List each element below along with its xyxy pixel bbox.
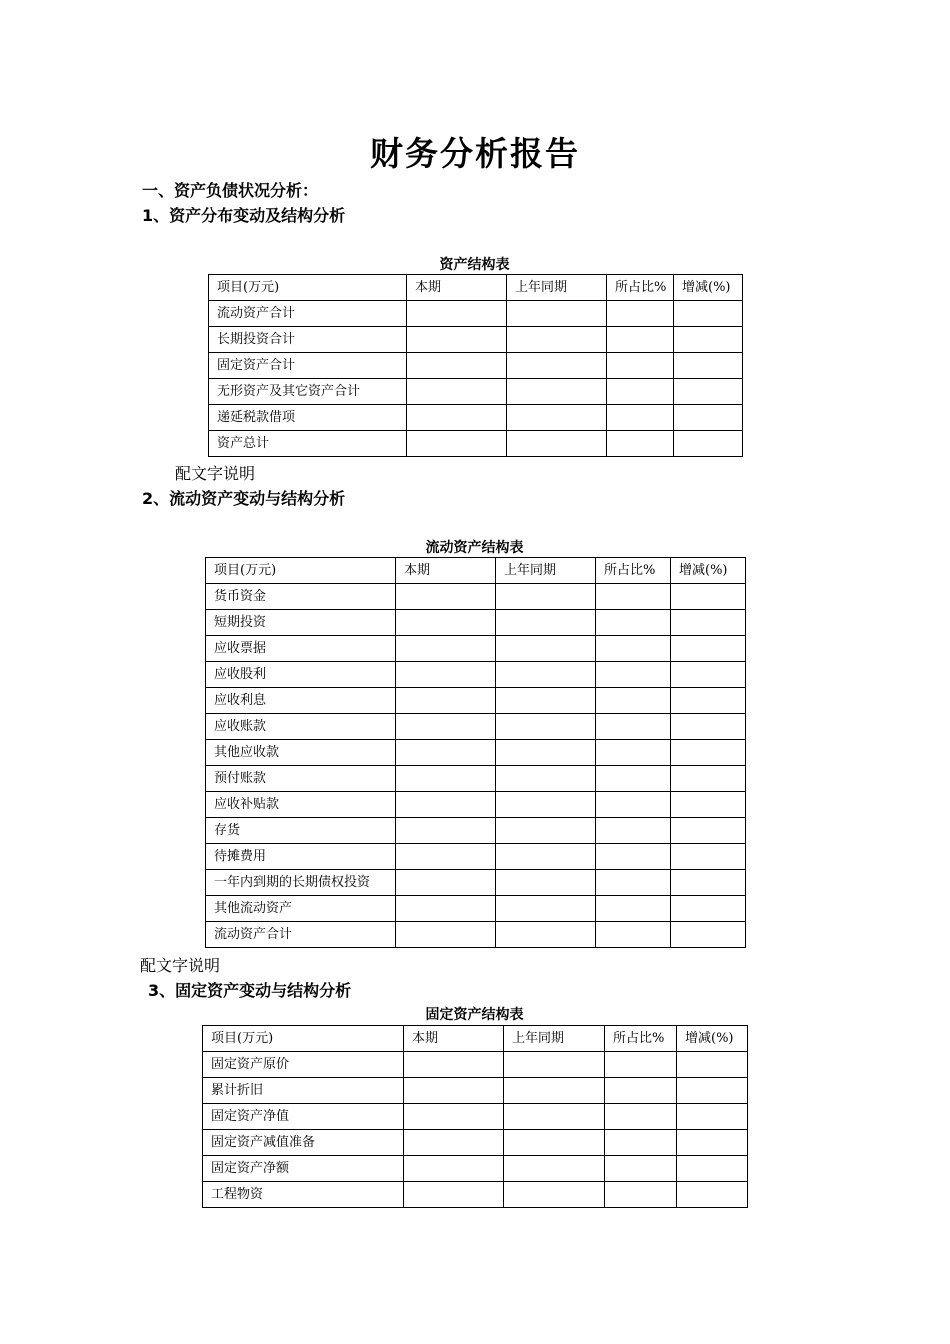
row-label: 累计折旧 — [203, 1078, 404, 1104]
empty-cell — [504, 1052, 605, 1078]
empty-cell — [404, 1052, 504, 1078]
empty-cell — [596, 714, 671, 740]
table-row — [209, 431, 743, 457]
row-label: 固定资产净值 — [203, 1104, 404, 1130]
empty-cell — [671, 870, 746, 896]
table-row — [203, 1078, 748, 1104]
empty-cell — [496, 766, 596, 792]
header-cell: 本期 — [404, 1026, 504, 1052]
empty-cell — [407, 327, 507, 353]
asset-structure-table — [208, 274, 743, 457]
row-label: 无形资产及其它资产合计 — [209, 379, 407, 405]
row-label: 固定资产原价 — [203, 1052, 404, 1078]
empty-cell — [496, 714, 596, 740]
empty-cell — [407, 353, 507, 379]
row-label: 应收账款 — [206, 714, 396, 740]
row-label: 应收补贴款 — [206, 792, 396, 818]
row-label: 固定资产合计 — [209, 353, 407, 379]
table-header-row — [209, 275, 743, 301]
empty-cell — [671, 688, 746, 714]
empty-cell — [674, 405, 743, 431]
empty-cell — [605, 1052, 677, 1078]
empty-cell — [396, 610, 496, 636]
table-row — [203, 1130, 748, 1156]
empty-cell — [671, 896, 746, 922]
empty-cell — [596, 740, 671, 766]
row-label: 货币资金 — [206, 584, 396, 610]
empty-cell — [496, 792, 596, 818]
empty-cell — [674, 353, 743, 379]
text-note-2: 配文字说明 — [140, 956, 221, 975]
empty-cell — [596, 610, 671, 636]
empty-cell — [677, 1130, 748, 1156]
table-row — [206, 714, 746, 740]
subsection-heading-asset-structure: 1、资产分布变动及结构分析 — [142, 206, 346, 225]
row-label: 待摊费用 — [206, 844, 396, 870]
current-assets-table — [205, 557, 746, 948]
empty-cell — [396, 740, 496, 766]
subsection-heading-current-assets: 2、流动资产变动与结构分析 — [142, 489, 346, 508]
empty-cell — [607, 301, 674, 327]
empty-cell — [504, 1156, 605, 1182]
empty-cell — [605, 1078, 677, 1104]
row-label: 流动资产合计 — [209, 301, 407, 327]
row-label: 应收股利 — [206, 662, 396, 688]
empty-cell — [396, 636, 496, 662]
empty-cell — [396, 844, 496, 870]
empty-cell — [404, 1130, 504, 1156]
row-label: 应收利息 — [206, 688, 396, 714]
empty-cell — [671, 922, 746, 948]
empty-cell — [504, 1182, 605, 1208]
empty-cell — [607, 405, 674, 431]
empty-cell — [396, 922, 496, 948]
empty-cell — [671, 610, 746, 636]
empty-cell — [496, 922, 596, 948]
empty-cell — [607, 379, 674, 405]
header-cell: 项目(万元) — [203, 1026, 404, 1052]
table-row — [209, 301, 743, 327]
empty-cell — [496, 818, 596, 844]
empty-cell — [596, 844, 671, 870]
table-row — [203, 1104, 748, 1130]
empty-cell — [504, 1078, 605, 1104]
table-row — [206, 792, 746, 818]
empty-cell — [507, 353, 607, 379]
table-row — [209, 327, 743, 353]
table-row — [206, 740, 746, 766]
row-label: 其他应收款 — [206, 740, 396, 766]
empty-cell — [677, 1182, 748, 1208]
row-label: 应收票据 — [206, 636, 396, 662]
empty-cell — [396, 792, 496, 818]
empty-cell — [404, 1104, 504, 1130]
row-label: 工程物资 — [203, 1182, 404, 1208]
empty-cell — [396, 870, 496, 896]
table-caption-fixed-assets: 固定资产结构表 — [425, 1007, 524, 1023]
row-label: 递延税款借项 — [209, 405, 407, 431]
header-cell: 所占比% — [596, 558, 671, 584]
empty-cell — [496, 584, 596, 610]
table-row — [206, 584, 746, 610]
empty-cell — [407, 405, 507, 431]
row-label: 长期投资合计 — [209, 327, 407, 353]
table-header-row — [203, 1026, 748, 1052]
empty-cell — [507, 327, 607, 353]
section-heading-balance-sheet: 一、资产负债状况分析： — [142, 181, 319, 200]
empty-cell — [674, 431, 743, 457]
empty-cell — [396, 688, 496, 714]
empty-cell — [496, 610, 596, 636]
table-row — [206, 844, 746, 870]
header-cell: 所占比% — [605, 1026, 677, 1052]
empty-cell — [407, 301, 507, 327]
header-cell: 本期 — [396, 558, 496, 584]
header-cell: 上年同期 — [507, 275, 607, 301]
table-row — [206, 922, 746, 948]
empty-cell — [677, 1078, 748, 1104]
row-label: 流动资产合计 — [206, 922, 396, 948]
table-row — [206, 818, 746, 844]
empty-cell — [605, 1156, 677, 1182]
empty-cell — [596, 766, 671, 792]
header-cell: 项目(万元) — [209, 275, 407, 301]
row-label: 其他流动资产 — [206, 896, 396, 922]
header-cell: 本期 — [407, 275, 507, 301]
empty-cell — [507, 379, 607, 405]
header-cell: 所占比% — [607, 275, 674, 301]
empty-cell — [671, 792, 746, 818]
empty-cell — [596, 584, 671, 610]
empty-cell — [596, 870, 671, 896]
table-row — [209, 353, 743, 379]
empty-cell — [671, 584, 746, 610]
empty-cell — [404, 1078, 504, 1104]
empty-cell — [507, 405, 607, 431]
table-row — [206, 662, 746, 688]
empty-cell — [677, 1052, 748, 1078]
empty-cell — [496, 662, 596, 688]
subsection-heading-fixed-assets: 3、固定资产变动与结构分析 — [148, 981, 352, 1000]
empty-cell — [596, 688, 671, 714]
empty-cell — [496, 636, 596, 662]
empty-cell — [596, 636, 671, 662]
empty-cell — [596, 818, 671, 844]
empty-cell — [496, 870, 596, 896]
empty-cell — [404, 1182, 504, 1208]
empty-cell — [496, 844, 596, 870]
table-header-row — [206, 558, 746, 584]
empty-cell — [671, 740, 746, 766]
table-row — [206, 766, 746, 792]
text-note-1: 配文字说明 — [175, 464, 256, 483]
empty-cell — [396, 818, 496, 844]
empty-cell — [605, 1182, 677, 1208]
header-cell: 增减(%) — [671, 558, 746, 584]
table-row — [203, 1156, 748, 1182]
empty-cell — [607, 327, 674, 353]
fixed-assets-table — [202, 1025, 748, 1208]
empty-cell — [504, 1130, 605, 1156]
empty-cell — [407, 431, 507, 457]
empty-cell — [671, 636, 746, 662]
table-row — [206, 870, 746, 896]
empty-cell — [605, 1104, 677, 1130]
table-caption-asset-structure: 资产结构表 — [439, 257, 510, 273]
empty-cell — [396, 896, 496, 922]
row-label: 固定资产减值准备 — [203, 1130, 404, 1156]
empty-cell — [671, 662, 746, 688]
empty-cell — [607, 353, 674, 379]
row-label: 短期投资 — [206, 610, 396, 636]
empty-cell — [677, 1104, 748, 1130]
empty-cell — [496, 688, 596, 714]
empty-cell — [396, 662, 496, 688]
empty-cell — [396, 714, 496, 740]
header-cell: 项目(万元) — [206, 558, 396, 584]
empty-cell — [671, 714, 746, 740]
header-cell: 增减(%) — [674, 275, 743, 301]
table-row — [206, 636, 746, 662]
empty-cell — [504, 1104, 605, 1130]
table-row — [209, 379, 743, 405]
empty-cell — [507, 431, 607, 457]
row-label: 预付账款 — [206, 766, 396, 792]
table-row — [209, 405, 743, 431]
table-row — [203, 1052, 748, 1078]
empty-cell — [674, 379, 743, 405]
header-cell: 增减(%) — [677, 1026, 748, 1052]
header-cell: 上年同期 — [496, 558, 596, 584]
empty-cell — [596, 922, 671, 948]
table-row — [206, 688, 746, 714]
empty-cell — [507, 301, 607, 327]
empty-cell — [496, 740, 596, 766]
empty-cell — [674, 301, 743, 327]
table-caption-current-assets: 流动资产结构表 — [425, 540, 524, 556]
empty-cell — [396, 584, 496, 610]
empty-cell — [674, 327, 743, 353]
row-label: 存货 — [206, 818, 396, 844]
row-label: 资产总计 — [209, 431, 407, 457]
empty-cell — [496, 896, 596, 922]
empty-cell — [596, 896, 671, 922]
empty-cell — [671, 844, 746, 870]
empty-cell — [596, 792, 671, 818]
table-row — [203, 1182, 748, 1208]
page-title: 财务分析报告 — [370, 134, 580, 173]
empty-cell — [607, 431, 674, 457]
empty-cell — [596, 662, 671, 688]
table-row — [206, 610, 746, 636]
header-cell: 上年同期 — [504, 1026, 605, 1052]
row-label: 一年内到期的长期债权投资 — [206, 870, 396, 896]
empty-cell — [671, 766, 746, 792]
empty-cell — [677, 1156, 748, 1182]
empty-cell — [404, 1156, 504, 1182]
empty-cell — [396, 766, 496, 792]
table-row — [206, 896, 746, 922]
empty-cell — [671, 818, 746, 844]
empty-cell — [407, 379, 507, 405]
row-label: 固定资产净额 — [203, 1156, 404, 1182]
empty-cell — [605, 1130, 677, 1156]
